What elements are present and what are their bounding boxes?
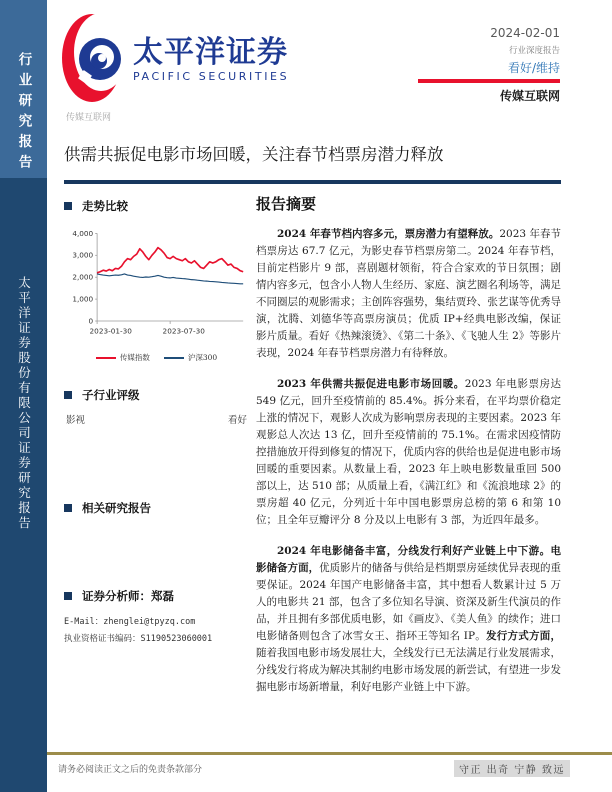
legend-label: 传媒指数 — [119, 353, 150, 362]
title-divider — [64, 180, 561, 184]
svg-text:2,000: 2,000 — [72, 272, 94, 282]
summary-heading: 报告摘要 — [256, 195, 317, 213]
legend-line-swatch — [96, 357, 116, 359]
report-date: 2024-02-01 — [490, 26, 560, 40]
analyst-license-line — [64, 631, 249, 648]
industry-name: 传媒互联网 — [499, 88, 560, 103]
footer-disclaimer: 请务必阅读正文之后的免责条款部分 — [58, 765, 203, 775]
sector-label: 传媒互联网 — [66, 113, 112, 123]
analyst-email-line — [64, 614, 249, 631]
trend-section-title: 走势比较 — [82, 199, 128, 213]
footer-motto: 守正 出奇 宁静 致远 — [454, 760, 570, 777]
pacific-securities-logo-icon — [62, 12, 126, 108]
summary-column — [256, 193, 561, 710]
analyst-contact — [64, 614, 249, 647]
brand-wordmark — [133, 34, 290, 84]
summary-paragraph: 2024 年电影储备丰富，分线发行利好产业链上中下游。电影储备方面，优质影片的储备与供给是档期票房延续优异表现的重要保证。2024 年国产电影储备丰富，其中想看人数累计过 5 万人的电影共 21 部，包含了多位知名导演、资深及新生代演员的作品，并且拥有多部优质电影，如《画皮》、《美人鱼》的续作；进口电影储备则包含了冰雪女王、指环王等知名 IP。发行方式方面，随着我国电影市场发展壮大，全线发行已无法满足行业发展需求，分线发行将成为解决其制约电影市场发展的新尝试，有望进一步发掘电影市场新增量，利好电影产业链上中下游。 — [256, 545, 562, 693]
square-bullet-icon — [64, 202, 72, 210]
svg-text:3,000: 3,000 — [72, 250, 94, 260]
subindustry-rating-header — [64, 387, 249, 403]
subindustry-rating-value: 看好 — [227, 415, 247, 426]
analyst-email: zhenglei@tpyzq.com — [103, 617, 196, 627]
sidebar-top-label: 行业研究报告 — [15, 52, 32, 175]
summary-paragraph: 2023 年供需共振促进电影市场回暖。2023 年电影票房达 549 亿元，回升至疫情前的 85.4%。拆分来看，在平均票价稳定上涨的情况下，观影人次成为影响票房表现的主要因素。2023 年观影总人次达 13 亿，回升至疫情前的 75.1%。在需求因疫情防控措施放开得到修复的情况下，优质内容的供给也是促进电影市场回暖的重要因素。从数量上看，2023 年上映电影数量重回 500 部以上，达 510 部；从质量上看，《满江红》和《流浪地球 2》的票房超 40 亿元，分列近十年中国电影票房总榜的第 6 和第 10 位；且全年豆瓣评分 8 分及以上电影有 3 部，为近四年最多。 — [256, 378, 561, 526]
square-bullet-icon — [64, 391, 72, 399]
subindustry-rating-row — [64, 412, 249, 426]
summary-paragraphs — [256, 226, 561, 696]
svg-text:2023-01-30: 2023-01-30 — [89, 326, 132, 336]
svg-text:0: 0 — [88, 316, 94, 326]
svg-text:1,000: 1,000 — [72, 294, 94, 304]
related-reports-title: 相关研究报告 — [82, 501, 151, 515]
chart-legend-item — [164, 352, 217, 363]
report-type: 行业深度报告 — [508, 46, 560, 56]
analyst-email-label: E-Mail： — [64, 617, 104, 627]
svg-text:2023-07-30: 2023-07-30 — [162, 326, 205, 336]
trend-chart — [64, 226, 249, 363]
subindustry-rating-title: 子行业评级 — [82, 388, 140, 402]
summary-paragraph: 2024 年春节档内容多元，票房潜力有望释放。2023 年春节档票房达 67.7 亿元，为影史春节档票房第二。2024 年春节档，目前定档影片 9 部，喜剧题材领衔，符合合家欢的节日氛围；剧情内容多元，包含小人物人生经历、家庭、演艺圈名利场等，满足不同圈层的观影需求；主创阵容强势，集结贾玲、张艺谋等优秀导演，沈腾、刘德华等高票房演员；优质 IP+经典电影改编，保证影片质量。看好《热辣滚烫》、《第二十条》、《飞驰人生 2》等影片表现，2024 年春节档票房潜力有待释放。 — [256, 228, 561, 359]
footer-rule — [47, 752, 612, 755]
brand-name-cn: 太平洋证券 — [133, 34, 288, 70]
report-meta — [340, 26, 560, 104]
industry-rating: 看好/维持 — [507, 61, 560, 75]
analyst-title: 证券分析师：郑磊 — [82, 589, 174, 603]
brand-name-en: PACIFIC SECURITIES — [133, 70, 290, 84]
svg-text:4,000: 4,000 — [72, 228, 94, 238]
square-bullet-icon — [64, 504, 72, 512]
sidebar-bottom-label: 太平洋证券股份有限公司证券研究报告 — [16, 276, 32, 531]
square-bullet-icon — [64, 592, 72, 600]
related-reports-header — [64, 500, 249, 516]
analyst-license-label: 执业资格证书编码： — [64, 633, 141, 644]
chart-legend-item — [96, 352, 150, 363]
report-title: 供需共振促电影市场回暖，关注春节档票房潜力释放 — [64, 145, 444, 164]
sidebar-bottom-band — [0, 178, 47, 792]
legend-label: 沪深300 — [187, 353, 218, 362]
chart-legend — [64, 352, 249, 363]
sidebar-top-band — [0, 0, 47, 178]
analyst-header — [64, 588, 249, 604]
legend-line-swatch — [164, 357, 184, 359]
brand-logo — [62, 12, 289, 108]
subindustry-name: 影视 — [66, 415, 86, 426]
trend-section-header — [64, 198, 249, 214]
left-column — [64, 198, 249, 647]
analyst-license: S1190523060001 — [140, 633, 213, 644]
trend-chart-svg — [64, 226, 249, 344]
red-rule — [418, 79, 560, 83]
